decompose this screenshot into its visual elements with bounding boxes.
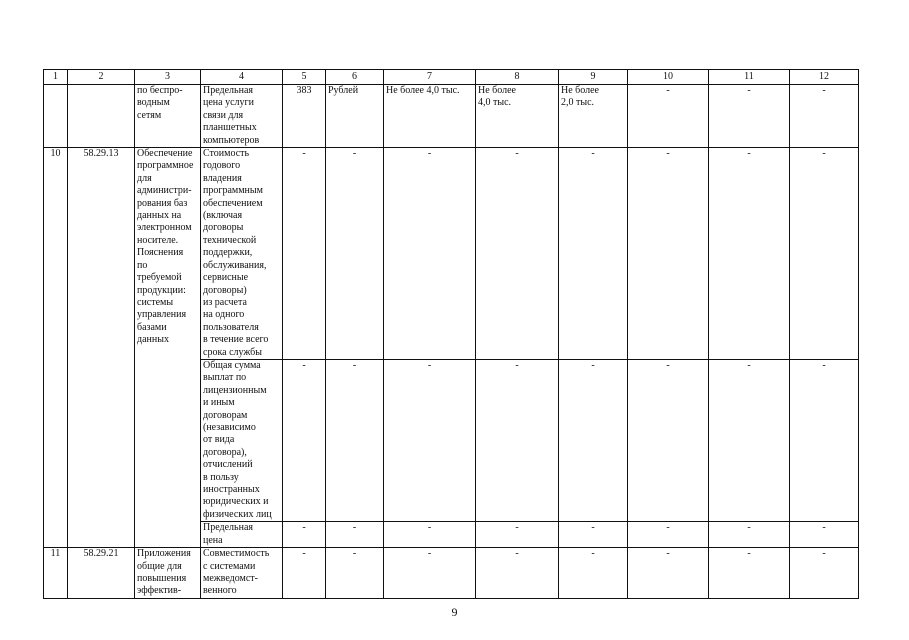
value-cell: Не более 4,0 тыс.	[384, 85, 476, 148]
value-cell: -	[559, 522, 628, 548]
characteristic-cell: Предельная цена услуги связи для планшетных компьютеров	[201, 85, 283, 148]
column-header: 7	[384, 70, 476, 85]
value-cell: -	[559, 548, 628, 599]
characteristic-cell: Общая сумма выплат по лицензионным и иным договорам (независимо от вида договора), отчислений в пользу иностранных юридических и физических лиц	[201, 359, 283, 521]
value-cell: -	[709, 148, 790, 360]
value-cell: -	[559, 148, 628, 360]
characteristic-cell: Стоимость годового владения программным обеспечением (включая договоры технической поддержки, обслуживания, сервисные договоры) из расчета на одного пользователя в течение всего срока службы	[201, 148, 283, 360]
value-cell: -	[283, 359, 326, 521]
value-cell: -	[326, 522, 384, 548]
value-cell: -	[790, 522, 859, 548]
row-number-cell	[44, 85, 68, 148]
requirements-table	[43, 69, 859, 599]
column-header: 10	[628, 70, 709, 85]
table-row	[44, 148, 859, 360]
column-header: 9	[559, 70, 628, 85]
column-header: 8	[476, 70, 559, 85]
value-cell: -	[283, 548, 326, 599]
value-cell: -	[384, 148, 476, 360]
column-number-header-row	[44, 70, 859, 85]
value-cell: -	[384, 548, 476, 599]
value-cell: -	[326, 548, 384, 599]
column-header: 12	[790, 70, 859, 85]
unit-name-cell: Рублей	[326, 85, 384, 148]
column-header: 11	[709, 70, 790, 85]
value-cell: -	[790, 359, 859, 521]
page-number: 9	[451, 605, 458, 619]
value-cell: -	[384, 359, 476, 521]
value-cell: -	[476, 548, 559, 599]
unit-code-cell: 383	[283, 85, 326, 148]
value-cell: -	[628, 522, 709, 548]
value-cell: -	[709, 85, 790, 148]
value-cell: -	[476, 148, 559, 360]
column-header: 3	[135, 70, 201, 85]
value-cell: -	[476, 359, 559, 521]
column-header: 5	[283, 70, 326, 85]
value-cell: -	[326, 359, 384, 521]
okpd-code-cell: 58.29.21	[68, 548, 135, 599]
table-row	[44, 85, 859, 148]
value-cell: -	[283, 522, 326, 548]
column-header: 1	[44, 70, 68, 85]
okpd-code-cell: 58.29.13	[68, 148, 135, 548]
column-header: 6	[326, 70, 384, 85]
value-cell: -	[790, 148, 859, 360]
value-cell: -	[476, 522, 559, 548]
column-header: 4	[201, 70, 283, 85]
product-name-cell: по беспро- водным сетям	[135, 85, 201, 148]
value-cell: Не более 2,0 тыс.	[559, 85, 628, 148]
characteristic-cell: Совместимость с системами межведомст- венного	[201, 548, 283, 599]
table-row	[44, 548, 859, 599]
value-cell: -	[709, 548, 790, 599]
value-cell: -	[709, 359, 790, 521]
value-cell: -	[709, 522, 790, 548]
product-name-cell: Приложения общие для повышения эффектив-	[135, 548, 201, 599]
product-name-cell: Обеспечение программное для администри- рования баз данных на электронном носителе. Пояснения по требуемой продукции: системы управления базами данных	[135, 148, 201, 548]
characteristic-cell: Предельная цена	[201, 522, 283, 548]
value-cell: -	[326, 148, 384, 360]
okpd-code-cell	[68, 85, 135, 148]
column-header: 2	[68, 70, 135, 85]
value-cell: -	[628, 548, 709, 599]
value-cell: -	[559, 359, 628, 521]
value-cell: -	[790, 548, 859, 599]
value-cell: -	[628, 148, 709, 360]
row-number-cell: 11	[44, 548, 68, 599]
value-cell: -	[628, 359, 709, 521]
value-cell: -	[628, 85, 709, 148]
row-number-cell: 10	[44, 148, 68, 548]
value-cell: -	[283, 148, 326, 360]
value-cell: -	[384, 522, 476, 548]
value-cell: Не более 4,0 тыс.	[476, 85, 559, 148]
value-cell: -	[790, 85, 859, 148]
